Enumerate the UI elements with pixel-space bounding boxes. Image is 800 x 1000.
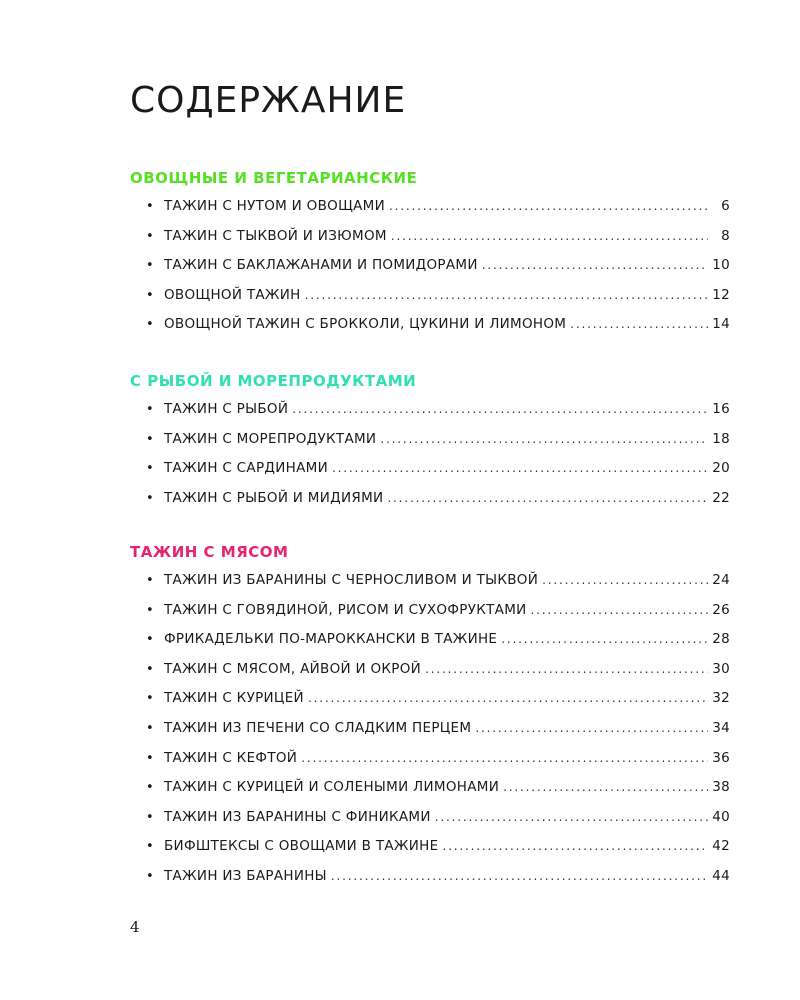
toc-entry [130, 395, 730, 425]
dot-leader [442, 832, 708, 862]
entry-label: БИФШТЕКСЫ С ОВОЩАМИ В ТАЖИНЕ [164, 838, 439, 855]
bullet-icon: • [146, 258, 154, 274]
toc-entry [130, 192, 730, 222]
bullet-icon: • [146, 720, 154, 736]
bullet-icon: • [146, 199, 154, 214]
entry-label: ТАЖИН ИЗ БАРАНИНЫ С ЧЕРНОСЛИВОМ И ТЫКВОЙ [164, 572, 539, 588]
bullet-icon: • [146, 602, 154, 618]
entry-page: 44 [712, 867, 730, 884]
section-meat [130, 542, 730, 892]
bullet-icon: • [146, 228, 154, 244]
dot-leader [542, 566, 708, 596]
entry-label: ТАЖИН С КУРИЦЕЙ [164, 690, 304, 707]
entry-label: ТАЖИН С МЯСОМ, АЙВОЙ И ОКРОЙ [164, 660, 422, 677]
dot-leader [425, 655, 708, 685]
dot-leader [531, 596, 708, 626]
entry-label: ТАЖИН ИЗ БАРАНИНЫ [164, 867, 327, 884]
bullet-icon: • [146, 868, 154, 884]
toc-entry [130, 596, 730, 626]
dot-leader [501, 625, 708, 655]
entry-page: 16 [712, 401, 730, 417]
entry-label: ТАЖИН С ГОВЯДИНОЙ, РИСОМ И СУХОФРУКТАМИ [164, 601, 527, 618]
bullet-icon: • [146, 317, 154, 333]
dot-leader [332, 454, 708, 484]
entry-label: ОВОЩНОЙ ТАЖИН С БРОККОЛИ, ЦУКИНИ И ЛИМОНОМ [164, 316, 567, 333]
dot-leader [305, 281, 708, 311]
toc-entry [130, 425, 730, 455]
entry-page: 32 [712, 690, 730, 707]
entry-label: ТАЖИН ИЗ ПЕЧЕНИ СО СЛАДКИМ ПЕРЦЕМ [164, 719, 472, 736]
entry-page: 22 [712, 489, 730, 506]
entry-page: 18 [712, 430, 730, 447]
page-title: СОДЕРЖАНИЕ [130, 80, 407, 121]
toc-entry [130, 773, 730, 803]
entry-page: 14 [712, 316, 730, 333]
toc-entry [130, 310, 730, 340]
entry-label: ФРИКАДЕЛЬКИ ПО-МАРОККАНСКИ В ТАЖИНЕ [164, 631, 498, 648]
entry-page: 36 [712, 749, 730, 766]
bullet-icon: • [146, 691, 154, 707]
toc-entry [130, 832, 730, 862]
dot-leader [570, 310, 708, 340]
toc-entry [130, 281, 730, 311]
toc-entry [130, 625, 730, 655]
entry-label: ТАЖИН С РЫБОЙ И МИДИЯМИ [164, 489, 384, 506]
toc-entry [130, 454, 730, 484]
entry-page: 8 [721, 227, 730, 244]
toc-entry [130, 655, 730, 685]
entry-page: 6 [721, 198, 730, 214]
section-title: ТАЖИН С МЯСОМ [130, 543, 289, 561]
toc-entry [130, 862, 730, 892]
entry-page: 10 [712, 257, 730, 274]
dot-leader [331, 862, 708, 892]
entry-label: ТАЖИН С КУРИЦЕЙ И СОЛЕНЫМИ ЛИМОНАМИ [164, 779, 500, 796]
toc-entry [130, 714, 730, 744]
entry-page: 12 [712, 286, 730, 303]
entry-page: 34 [712, 719, 730, 736]
section-vegetarian [130, 168, 730, 340]
section-fish [130, 371, 730, 513]
bullet-icon: • [146, 809, 154, 825]
bullet-icon: • [146, 573, 154, 588]
page-number: 4 [130, 918, 140, 936]
bullet-icon: • [146, 780, 154, 796]
entry-page: 24 [712, 572, 730, 588]
bullet-icon: • [146, 632, 154, 648]
toc-entry [130, 803, 730, 833]
dot-leader [435, 803, 708, 833]
entry-page: 28 [712, 631, 730, 648]
dot-leader [482, 251, 708, 281]
toc-entry [130, 484, 730, 514]
toc-entry [130, 566, 730, 596]
toc-entry [130, 251, 730, 281]
dot-leader [292, 395, 708, 425]
dot-leader [475, 714, 708, 744]
entry-label: ТАЖИН С КЕФТОЙ [164, 749, 298, 766]
entry-label: ТАЖИН С МОРЕПРОДУКТАМИ [164, 430, 377, 447]
dot-leader [387, 484, 708, 514]
entry-label: ТАЖИН С БАКЛАЖАНАМИ И ПОМИДОРАМИ [164, 257, 478, 274]
entry-page: 26 [712, 601, 730, 618]
entry-label: ТАЖИН С ТЫКВОЙ И ИЗЮМОМ [164, 227, 387, 244]
bullet-icon: • [146, 490, 154, 506]
dot-leader [503, 773, 708, 803]
bullet-icon: • [146, 431, 154, 447]
bullet-icon: • [146, 402, 154, 417]
entry-label: ТАЖИН С РЫБОЙ [164, 401, 289, 417]
entry-page: 38 [712, 779, 730, 796]
dot-leader [380, 425, 708, 455]
bullet-icon: • [146, 750, 154, 766]
entry-list [130, 192, 730, 340]
entry-label: ТАЖИН С САРДИНАМИ [164, 460, 328, 477]
entry-page: 30 [712, 660, 730, 677]
bullet-icon: • [146, 461, 154, 477]
entry-list [130, 395, 730, 513]
entry-label: ОВОЩНОЙ ТАЖИН [164, 286, 301, 303]
toc-entry [130, 222, 730, 252]
entry-page: 20 [712, 460, 730, 477]
dot-leader [301, 744, 708, 774]
entry-list [130, 566, 730, 892]
dot-leader [391, 222, 708, 252]
bullet-icon: • [146, 287, 154, 303]
toc-entry [130, 684, 730, 714]
section-title: С РЫБОЙ И МОРЕПРОДУКТАМИ [130, 372, 417, 390]
bullet-icon: • [146, 839, 154, 855]
entry-label: ТАЖИН С НУТОМ И ОВОЩАМИ [164, 198, 386, 214]
entry-page: 42 [712, 838, 730, 855]
dot-leader [308, 684, 708, 714]
dot-leader [389, 192, 708, 222]
bullet-icon: • [146, 661, 154, 677]
toc-entry [130, 744, 730, 774]
entry-label: ТАЖИН ИЗ БАРАНИНЫ С ФИНИКАМИ [164, 808, 431, 825]
entry-page: 40 [712, 808, 730, 825]
section-title: ОВОЩНЫЕ И ВЕГЕТАРИАНСКИЕ [130, 169, 418, 187]
